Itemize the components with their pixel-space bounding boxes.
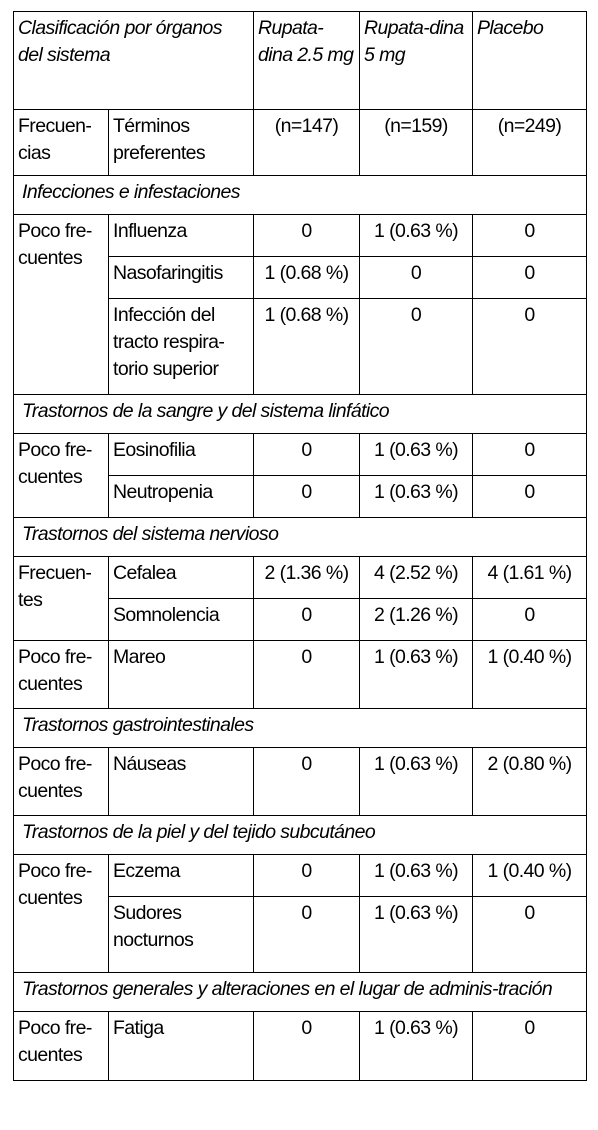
section-row <box>14 176 587 215</box>
value-5-cell: 1 (0.63 %) <box>360 215 473 257</box>
section-row <box>14 395 587 434</box>
term-cell: Neutropenia <box>109 476 254 518</box>
frequency-cell: Poco fre-cuentes <box>14 215 109 395</box>
soc-header: Clasificación por órganos del sistema <box>14 12 254 110</box>
frequency-header: Frecuen-cias <box>14 110 109 176</box>
section-row <box>14 709 587 748</box>
section-title: Trastornos del sistema nervioso <box>14 518 587 557</box>
value-5-cell: 1 (0.63 %) <box>360 897 473 973</box>
term-cell: Náuseas <box>109 748 254 816</box>
subheader-row <box>14 110 587 176</box>
frequency-cell: Frecuen-tes <box>14 557 109 641</box>
frequency-cell: Poco fre-cuentes <box>14 641 109 709</box>
value-25-cell: 2 (1.36 %) <box>254 557 360 599</box>
value-placebo-cell: 0 <box>473 257 587 299</box>
section-title: Infecciones e infestaciones <box>14 176 587 215</box>
value-25-cell: 0 <box>254 476 360 518</box>
value-5-cell: 1 (0.63 %) <box>360 641 473 709</box>
value-placebo-cell: 2 (0.80 %) <box>473 748 587 816</box>
value-25-cell: 0 <box>254 855 360 897</box>
value-placebo-cell: 0 <box>473 599 587 641</box>
term-cell: Somnolencia <box>109 599 254 641</box>
value-5-cell: 1 (0.63 %) <box>360 1012 473 1081</box>
value-placebo-cell: 0 <box>473 299 587 395</box>
frequency-cell: Poco fre-cuentes <box>14 434 109 518</box>
value-placebo-cell: 4 (1.61 %) <box>473 557 587 599</box>
value-5-cell: 1 (0.63 %) <box>360 855 473 897</box>
value-25-cell: 0 <box>254 434 360 476</box>
value-5-cell: 1 (0.63 %) <box>360 748 473 816</box>
term-cell: Eczema <box>109 855 254 897</box>
value-5-cell: 1 (0.63 %) <box>360 434 473 476</box>
value-25-cell: 0 <box>254 897 360 973</box>
value-5-cell: 0 <box>360 257 473 299</box>
n-placebo-header: (n=249) <box>473 110 587 176</box>
section-title: Trastornos generales y alteraciones en el lugar de adminis-tración <box>14 973 587 1012</box>
section-title: Trastornos de la sangre y del sistema linfático <box>14 395 587 434</box>
terms-header: Términos preferentes <box>109 110 254 176</box>
value-placebo-cell: 1 (0.40 %) <box>473 641 587 709</box>
n-5-header: (n=159) <box>360 110 473 176</box>
value-25-cell: 0 <box>254 748 360 816</box>
table-row <box>14 434 587 476</box>
section-title: Trastornos de la piel y del tejido subcutáneo <box>14 816 587 855</box>
section-row <box>14 816 587 855</box>
value-placebo-cell: 0 <box>473 1012 587 1081</box>
rupatadina-25-header: Rupata-dina 2.5 mg <box>254 12 360 110</box>
header-row <box>14 12 587 110</box>
value-placebo-cell: 0 <box>473 215 587 257</box>
value-placebo-cell: 1 (0.40 %) <box>473 855 587 897</box>
section-title: Trastornos gastrointestinales <box>14 709 587 748</box>
value-25-cell: 1 (0.68 %) <box>254 257 360 299</box>
term-cell: Eosinofilia <box>109 434 254 476</box>
term-cell: Nasofaringitis <box>109 257 254 299</box>
table-row <box>14 641 587 709</box>
value-25-cell: 0 <box>254 1012 360 1081</box>
value-placebo-cell: 0 <box>473 897 587 973</box>
value-5-cell: 4 (2.52 %) <box>360 557 473 599</box>
term-cell: Influenza <box>109 215 254 257</box>
adverse-reactions-table <box>13 11 587 1081</box>
table-row <box>14 215 587 257</box>
term-cell: Infección del tracto respira-torio superior <box>109 299 254 395</box>
table-row <box>14 557 587 599</box>
frequency-cell: Poco fre-cuentes <box>14 855 109 973</box>
section-row <box>14 973 587 1012</box>
term-cell: Sudores nocturnos <box>109 897 254 973</box>
value-5-cell: 2 (1.26 %) <box>360 599 473 641</box>
value-25-cell: 0 <box>254 641 360 709</box>
value-5-cell: 1 (0.63 %) <box>360 476 473 518</box>
value-25-cell: 1 (0.68 %) <box>254 299 360 395</box>
value-5-cell: 0 <box>360 299 473 395</box>
term-cell: Cefalea <box>109 557 254 599</box>
table-row <box>14 855 587 897</box>
value-placebo-cell: 0 <box>473 476 587 518</box>
value-25-cell: 0 <box>254 599 360 641</box>
term-cell: Fatiga <box>109 1012 254 1081</box>
section-row <box>14 518 587 557</box>
frequency-cell: Poco fre-cuentes <box>14 748 109 816</box>
placebo-header: Placebo <box>473 12 587 110</box>
value-25-cell: 0 <box>254 215 360 257</box>
term-cell: Mareo <box>109 641 254 709</box>
table-row <box>14 748 587 816</box>
rupatadina-5-header: Rupata-dina 5 mg <box>360 12 473 110</box>
frequency-cell: Poco fre-cuentes <box>14 1012 109 1081</box>
n-25-header: (n=147) <box>254 110 360 176</box>
value-placebo-cell: 0 <box>473 434 587 476</box>
table-row <box>14 1012 587 1081</box>
